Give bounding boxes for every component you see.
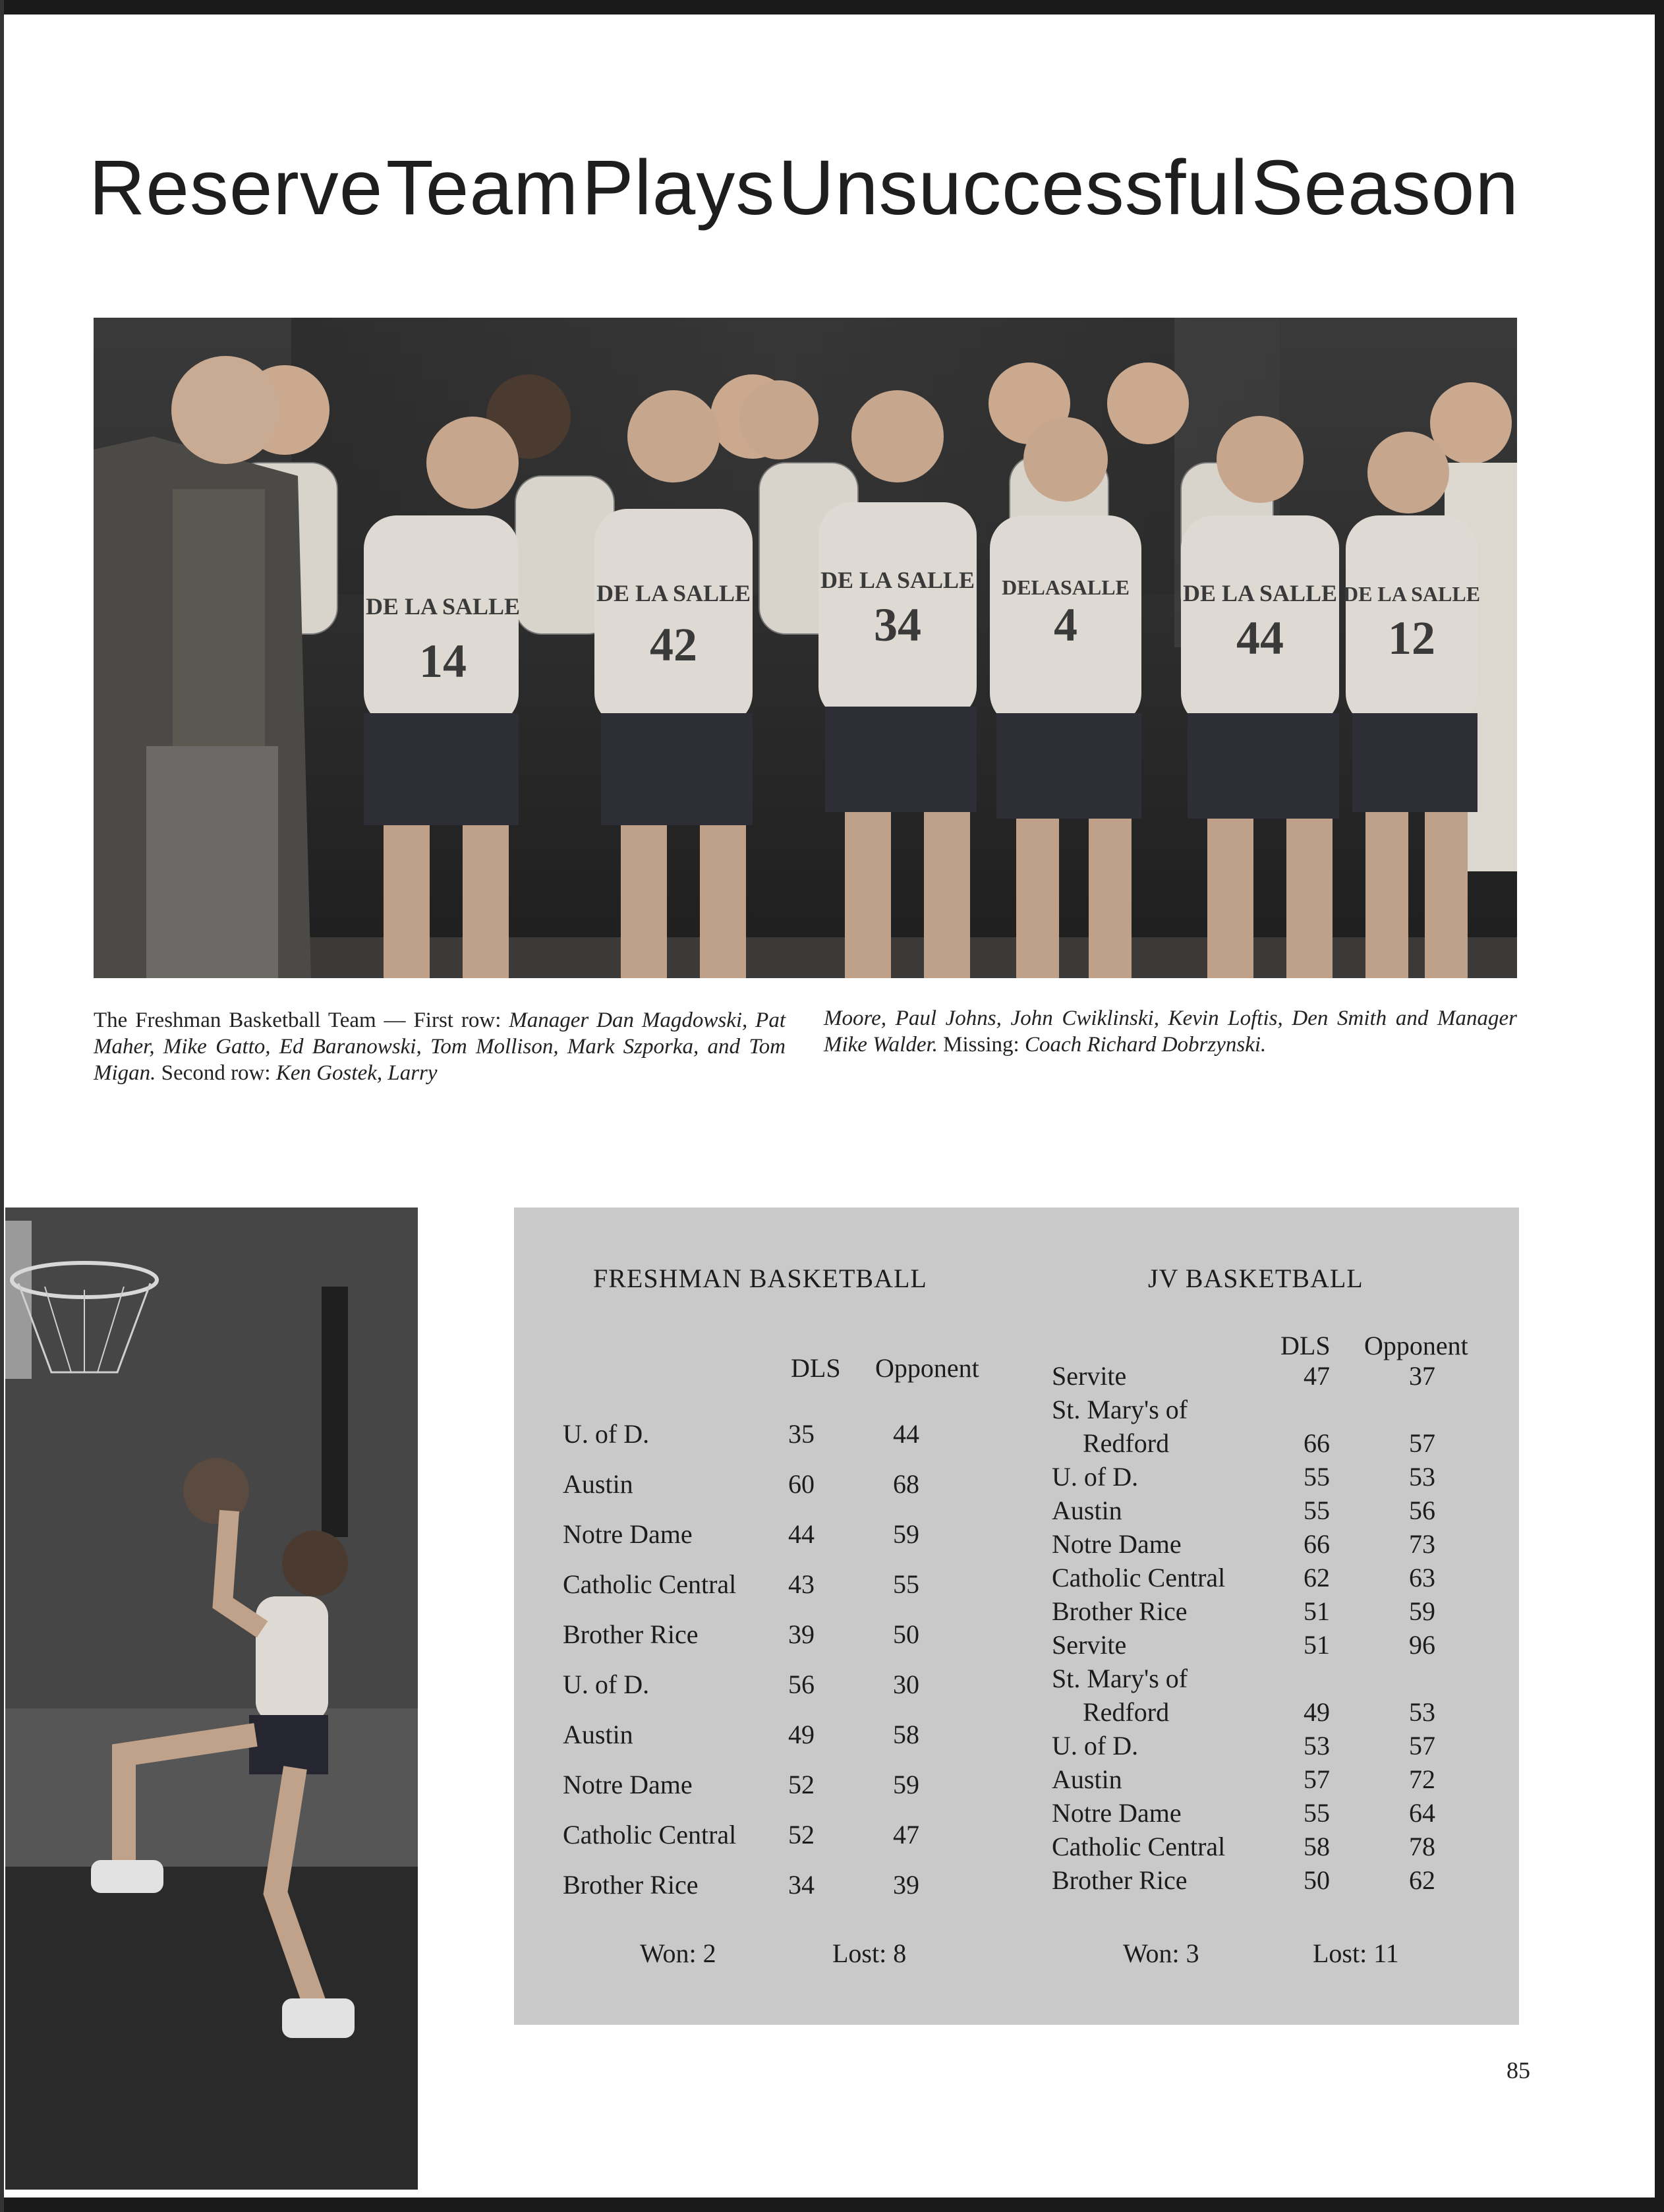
page-title: [89, 132, 1519, 244]
jv-row-dls: 57: [1304, 1764, 1330, 1794]
freshman-row-opponent: 50: [893, 1619, 919, 1649]
freshman-row-dls: 49: [788, 1720, 815, 1749]
jv-row-dls: 66: [1304, 1428, 1330, 1458]
freshman-row-team: U. of D.: [563, 1670, 650, 1699]
team-photo: [94, 318, 1517, 978]
jv-row-opponent: 37: [1409, 1361, 1435, 1391]
freshman-row-dls: 39: [788, 1619, 815, 1649]
freshman-row-dls: 56: [788, 1670, 815, 1699]
freshman-dls-header: DLS: [791, 1353, 841, 1383]
freshman-row-dls: 34: [788, 1870, 815, 1900]
jv-row-dls: 55: [1304, 1462, 1330, 1492]
jv-row-team: Catholic Central: [1052, 1832, 1226, 1861]
freshman-row-dls: 60: [788, 1469, 815, 1499]
freshman-row-opponent: 58: [893, 1720, 919, 1749]
jv-row-team: U. of D.: [1052, 1462, 1139, 1492]
freshman-row-team: Catholic Central: [563, 1569, 737, 1599]
title-word: Unsuccessful: [778, 144, 1249, 231]
jersey-text: DE LA SALLE: [820, 567, 975, 593]
stats-panel: [514, 1208, 1519, 2025]
freshman-row-opponent: 30: [893, 1670, 919, 1699]
scan-border-left: [0, 0, 4, 2212]
freshman-won: Won: 2: [640, 1938, 716, 1968]
page-number: 85: [1506, 2057, 1530, 2083]
jv-row-dls: 55: [1304, 1496, 1330, 1525]
jv-row-dls: 51: [1304, 1630, 1330, 1660]
freshman-row-team: Austin: [563, 1469, 633, 1499]
jv-row-opponent: 63: [1409, 1563, 1435, 1592]
freshman-row-opponent: 59: [893, 1770, 919, 1799]
title-word: Season: [1251, 144, 1519, 231]
freshman-row-opponent: 68: [893, 1469, 919, 1499]
jv-row-dls: 53: [1304, 1731, 1330, 1761]
jv-row-dls: 50: [1304, 1865, 1330, 1895]
jv-row-dls: 55: [1304, 1798, 1330, 1828]
jv-row-opponent: 62: [1409, 1865, 1435, 1895]
jv-row-team: U. of D.: [1052, 1731, 1139, 1761]
jv-row-team: Servite: [1052, 1630, 1127, 1660]
freshman-row-opponent: 44: [893, 1419, 919, 1449]
freshman-row-team: Notre Dame: [563, 1519, 693, 1549]
jv-lost: Lost: 11: [1313, 1938, 1399, 1968]
jersey-number: 4: [1054, 598, 1077, 651]
jv-row-team: Notre Dame: [1052, 1798, 1182, 1828]
jv-row-opponent: 78: [1409, 1832, 1435, 1861]
jv-row-opponent: 53: [1409, 1697, 1435, 1727]
freshman-lost: Lost: 8: [832, 1938, 907, 1968]
jersey-text: DE LA SALLE: [596, 580, 751, 606]
action-photo-graphic: [5, 1208, 418, 2190]
jv-row-dls: 49: [1304, 1697, 1330, 1727]
jv-row-dls: 51: [1304, 1596, 1330, 1626]
jv-row-team: Catholic Central: [1052, 1563, 1226, 1592]
jersey-text: DE LA SALLE: [1182, 580, 1338, 606]
team-photo-graphic: [94, 318, 1517, 978]
jv-row-opponent: 96: [1409, 1630, 1435, 1660]
jv-row-dls: 58: [1304, 1832, 1330, 1861]
jv-row-team: Austin: [1052, 1764, 1122, 1794]
jersey-text: DE LA SALLE: [1342, 582, 1481, 606]
jersey-number: 12: [1388, 612, 1435, 664]
jersey-number: 14: [419, 635, 467, 687]
jersey-text: DE LA SALLE: [365, 593, 521, 620]
jv-row-team: Brother Rice: [1052, 1865, 1188, 1895]
jv-row-team: Servite: [1052, 1361, 1127, 1391]
jv-row-team: Brother Rice: [1052, 1596, 1188, 1626]
title-word: Plays: [581, 144, 776, 231]
freshman-row-opponent: 59: [893, 1519, 919, 1549]
jv-row-dls: 47: [1304, 1361, 1330, 1391]
jv-opponent-header: Opponent: [1364, 1331, 1468, 1360]
jersey-number: 42: [650, 618, 697, 671]
photo-caption-left: The Freshman Basketball Team — First row: Manager Dan Magdowski, Pat Maher, Mike Gatto, Ed Baranowski, Tom Mollison, Mark Szporka, and Tom Migan. Second row: Ken Gostek, Larry: [94, 1008, 786, 1085]
freshman-row-dls: 52: [788, 1820, 815, 1849]
freshman-row-team: Brother Rice: [563, 1619, 699, 1649]
freshman-row-team: Brother Rice: [563, 1870, 699, 1900]
jv-row-opponent: 57: [1409, 1731, 1435, 1761]
freshman-row-dls: 35: [788, 1419, 815, 1449]
freshman-row-team: Notre Dame: [563, 1770, 693, 1799]
jv-row-dls: 62: [1304, 1563, 1330, 1592]
jv-row-team: Austin: [1052, 1496, 1122, 1525]
jv-row-opponent: 56: [1409, 1496, 1435, 1525]
freshman-row-team: U. of D.: [563, 1419, 650, 1449]
jv-row-opponent: 57: [1409, 1428, 1435, 1458]
scan-border-right: [1655, 0, 1664, 2212]
jv-row-opponent: 72: [1409, 1764, 1435, 1794]
title-word: Reserve: [89, 144, 384, 231]
jv-row-opponent: 64: [1409, 1798, 1435, 1828]
jv-heading: JV BASKETBALL: [1148, 1264, 1363, 1293]
freshman-row-opponent: 55: [893, 1569, 919, 1599]
freshman-row-dls: 43: [788, 1569, 815, 1599]
freshman-row-team: Catholic Central: [563, 1820, 737, 1849]
jv-row-dls: 66: [1304, 1529, 1330, 1559]
jv-row-team: Notre Dame: [1052, 1529, 1182, 1559]
jv-row-opponent: 53: [1409, 1462, 1435, 1492]
jersey-text: DELASALLE: [1002, 575, 1130, 599]
jv-dls-header: DLS: [1280, 1331, 1331, 1360]
freshman-row-team: Austin: [563, 1720, 633, 1749]
jv-row-team: St. Mary's of: [1052, 1664, 1188, 1693]
jersey-number: 34: [874, 598, 921, 651]
freshman-row-opponent: 47: [893, 1820, 919, 1849]
jv-row-team: St. Mary's of: [1052, 1395, 1188, 1424]
scan-border-bottom: [0, 2197, 1664, 2212]
jv-won: Won: 3: [1123, 1938, 1199, 1968]
jv-row-opponent: 73: [1409, 1529, 1435, 1559]
freshman-opponent-header: Opponent: [875, 1353, 979, 1383]
jv-row-team-line2: Redford: [1083, 1697, 1170, 1727]
jersey-number: 44: [1236, 612, 1284, 664]
title-word: Team: [386, 144, 579, 231]
freshman-row-opponent: 39: [893, 1870, 919, 1900]
jv-row-opponent: 59: [1409, 1596, 1435, 1626]
jv-row-team-line2: Redford: [1083, 1428, 1170, 1458]
scan-border-top: [0, 0, 1664, 15]
photo-caption-right: Moore, Paul Johns, John Cwiklinski, Kevin Loftis, Den Smith and Manager Mike Walder. Missing: Coach Richard Dobrzynski.: [824, 1006, 1517, 1057]
action-photo: [5, 1208, 418, 2190]
freshman-heading: FRESHMAN BASKETBALL: [593, 1264, 927, 1293]
freshman-row-dls: 52: [788, 1770, 815, 1799]
freshman-row-dls: 44: [788, 1519, 815, 1549]
